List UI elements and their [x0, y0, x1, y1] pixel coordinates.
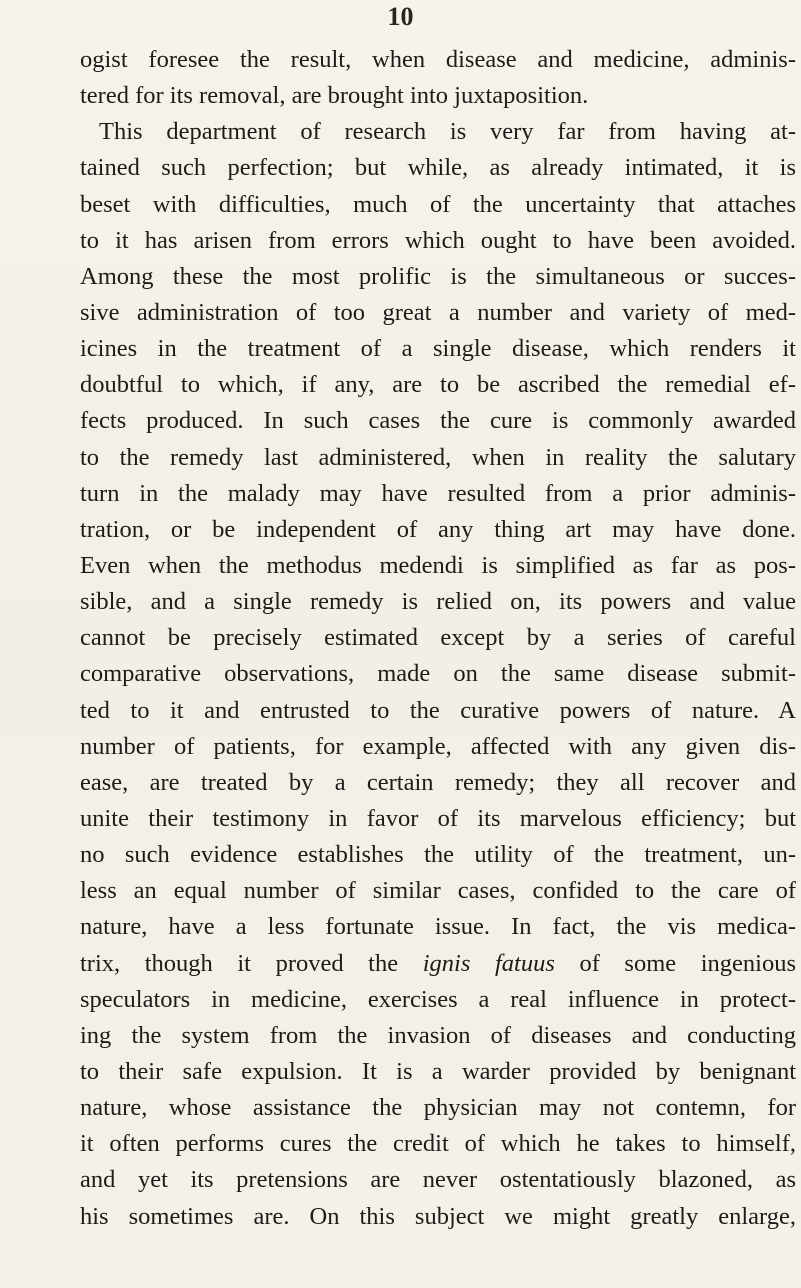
text-line: to their safe expulsion. It is a warder provided by benignant [80, 1057, 796, 1085]
text-line: ing the system from the invasion of diseases and conducting [80, 1021, 796, 1049]
page-number: 10 [387, 2, 414, 31]
text-line-head: trix, though it proved the [80, 949, 399, 977]
text-line: fects produced. In such cases the cure is commonly awarded [80, 407, 796, 435]
text-line: no such evidence establishes the utility of the treatment, un- [80, 841, 796, 869]
text-line: Among these the most prolific is the simultaneous or succes- [80, 262, 796, 290]
text-line: tained such perfection; but while, as already intimated, it is [80, 154, 796, 182]
text-line: tration, or be independent of any thing art may have done. [80, 515, 796, 543]
text-line: tered for its removal, are brought into juxtaposition. [80, 82, 589, 110]
text-line: unite their testimony in favor of its marvelous efficiency; but [80, 804, 796, 832]
text-line: ease, are treated by a certain remedy; they all recover and [80, 768, 796, 796]
text-line: cannot be precisely estimated except by a series of careful [80, 624, 796, 652]
text-line: doubtful to which, if any, are to be ascribed the remedial ef- [80, 371, 796, 399]
body-text [80, 42, 796, 1235]
text-line: his sometimes are. On this subject we might greatly enlarge, [80, 1202, 796, 1230]
text-line: and yet its pretensions are never ostentatiously blazoned, as [80, 1166, 796, 1194]
text-line: sible, and a single remedy is relied on, its powers and value [80, 588, 796, 616]
text-line: sive administration of too great a number and variety of med- [80, 298, 796, 326]
text-line: icines in the treatment of a single disease, which renders it [80, 335, 796, 363]
text-line-with-italic [80, 946, 796, 982]
text-line: to the remedy last administered, when in reality the salutary [80, 443, 796, 471]
text-line: ogist foresee the result, when disease and medicine, adminis- [80, 46, 796, 73]
text-line: nature, have a less fortunate issue. In fact, the vis medica- [80, 913, 796, 941]
text-line: beset with difficulties, much of the uncertainty that attaches [80, 190, 796, 218]
text-line: number of patients, for example, affected with any given dis- [80, 732, 796, 760]
text-line: This department of research is very far from having at- [99, 118, 796, 146]
text-line: comparative observations, made on the same disease submit- [80, 660, 796, 688]
text-line: turn in the malady may have resulted from a prior adminis- [80, 479, 796, 507]
text-line: ted to it and entrusted to the curative powers of nature. A [80, 696, 796, 724]
text-line-tail: of some ingenious [554, 949, 797, 977]
text-line: it often performs cures the credit of which he takes to himself, [80, 1130, 796, 1158]
text-line: Even when the methodus medendi is simplified as far as pos- [80, 551, 796, 579]
text-line: nature, whose assistance the physician may not contemn, for [80, 1094, 796, 1122]
text-line: speculators in medicine, exercises a real influence in protect- [80, 985, 796, 1013]
text-line: to it has arisen from errors which ought to have been avoided. [80, 226, 796, 254]
text-line: less an equal number of similar cases, confided to the care of [80, 877, 796, 905]
italic-phrase: ignis fatuus [422, 949, 555, 977]
